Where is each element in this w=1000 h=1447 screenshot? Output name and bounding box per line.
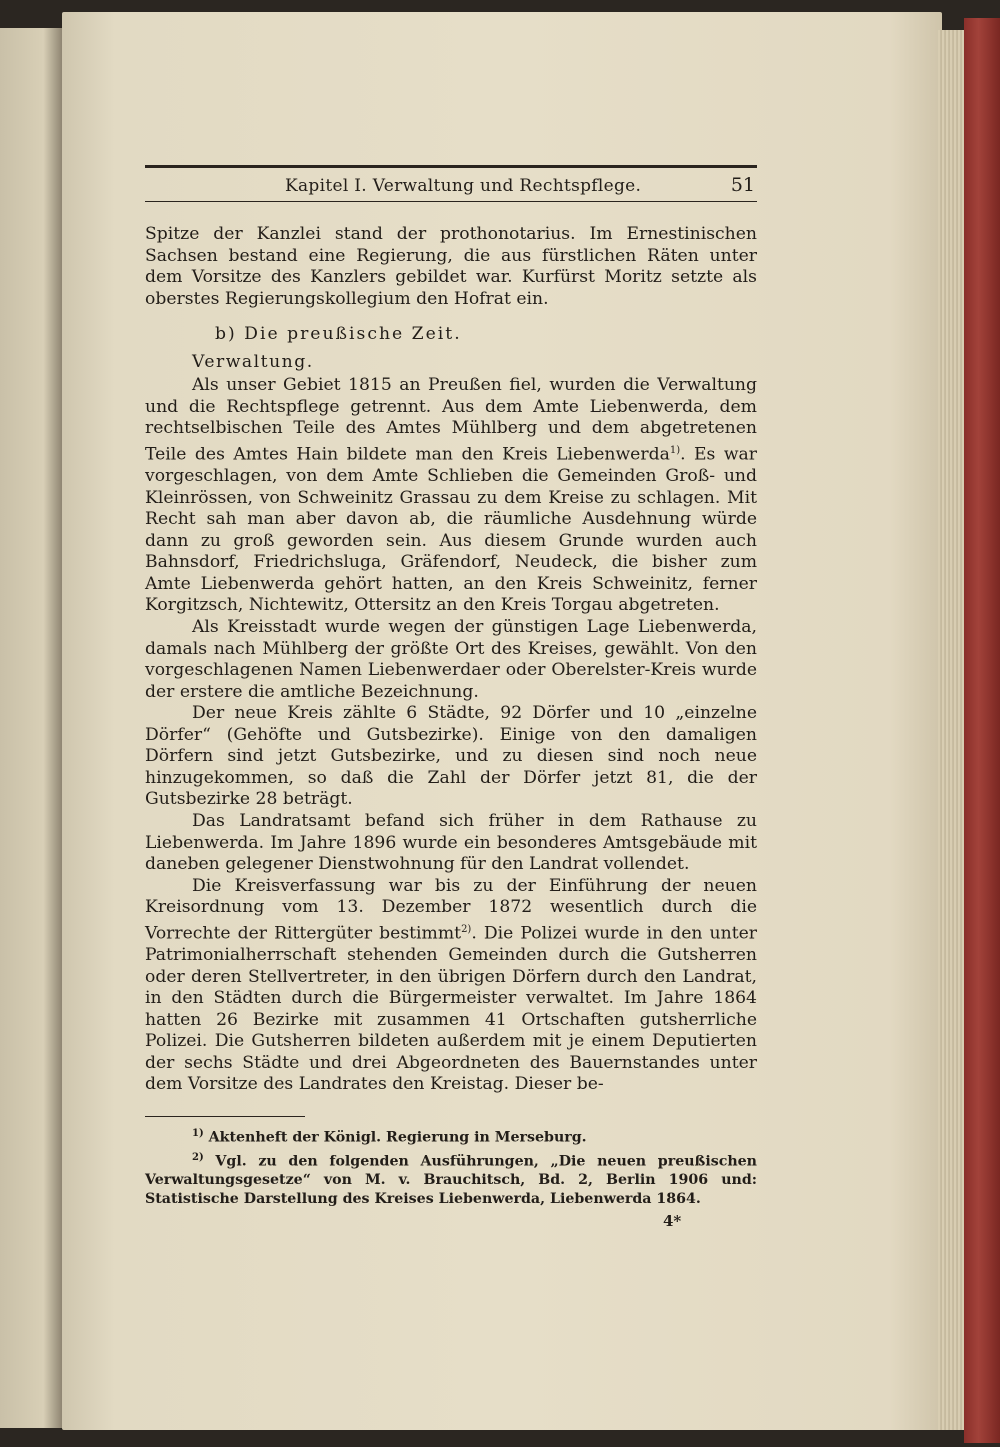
footnote-2-text: Vgl. zu den folgenden Ausführungen, „Die neuen preußischen Verwaltungsgesetze“ von M. v. Brauchitsch, Bd. 2, Berlin 1906 und: Statistische Darstellung des Kreises Liebenwerda, Liebenwerda 1864. bbox=[145, 1153, 757, 1208]
paragraph-1: Spitze der Kanzlei stand der prothonotarius. Im Ernestinischen Sachsen bestand eine Regierung, die aus fürstlichen Räten unter dem Vorsitze des Kanzlers gebildet war. Kurfürst Moritz setzte als oberstes Regierungskollegium den Hofrat ein. bbox=[145, 224, 757, 309]
main-text bbox=[145, 224, 757, 1096]
footnote-1-text: Aktenheft der Königl. Regierung in Merseburg. bbox=[203, 1129, 587, 1146]
signature-mark: 4* bbox=[663, 1212, 682, 1230]
running-header bbox=[145, 172, 757, 200]
section-heading: b) Die preußische Zeit. bbox=[215, 324, 462, 345]
paragraph-3: Als Kreisstadt wurde wegen der günstigen Lage Liebenwerda, damals nach Mühlberg der größte Ort des Kreises, gewählt. Von den vorgeschlagenen Namen Liebenwerdaer oder Oberelster-Kreis wurde der erstere die amtliche Bezeichnung. bbox=[145, 617, 757, 702]
header-rule-thick bbox=[145, 165, 757, 168]
footnote-2 bbox=[145, 1148, 757, 1210]
footnote-1-mark: 1) bbox=[192, 1128, 204, 1139]
book-cover-edge bbox=[964, 18, 1000, 1443]
footnote-ref-1: 1) bbox=[669, 444, 681, 456]
paragraph-5: Das Landratsamt befand sich früher in dem Rathause zu Liebenwerda. Im Jahre 1896 wurde ein besonderes Amtsgebäude mit daneben gelegener Dienstwohnung für den Landrat vollendet. bbox=[145, 810, 757, 875]
subsection-heading: Verwaltung. bbox=[192, 351, 314, 372]
paragraph-6-text: Die Kreisverfassung war bis zu der Einführung der neuen Kreisordnung vom 13. Dezember 1872 wesentlich durch die Vorrechte der Rittergüter bestimmt bbox=[145, 875, 757, 944]
footnote-1 bbox=[145, 1124, 757, 1148]
paragraph-4: Der neue Kreis zählte 6 Städte, 92 Dörfer und 10 „einzelne Dörfer“ (Gehöfte und Gutsbezirke). Einige von den damaligen Dörfern sind jetzt Gutsbezirke, und zu diesen sind noch neue hinzugekommen, so daß die Zahl der Dörfer jetzt 81, die der Gutsbezirke 28 beträgt. bbox=[145, 703, 757, 810]
paragraph-2-rest: . Es war vorgeschlagen, von dem Amte Schlieben die Gemeinden Groß- und Kleinrössen, von Schweinitz Grassau zu dem Kreise zu schlagen. Mit Recht sah man aber davon ab, die räumliche Ausdehnung würde dann zu groß geworden sein. Aus diesem Grunde wurden auch Bahnsdorf, Friedrichsluga, Gräfendorf, Neudeck, die bisher zum Amte Liebenwerda gehört hatten, an den Kreis Schweinitz, ferner Korgitzsch, Nichtewitz, Ottersitz an den Kreis Torgau abgetreten. bbox=[145, 444, 758, 616]
paragraph-2 bbox=[145, 375, 757, 617]
footnote-rule bbox=[145, 1116, 305, 1117]
footnote-2-mark: 2) bbox=[192, 1151, 204, 1163]
paragraph-6 bbox=[145, 876, 757, 1096]
footnote-ref-2: 2) bbox=[461, 923, 472, 935]
footnotes bbox=[145, 1124, 757, 1209]
left-page-edge bbox=[0, 28, 62, 1428]
paragraph-2-text: Als unser Gebiet 1815 an Preußen fiel, wurden die Verwaltung und die Rechtspflege getrennt. Aus dem Amte Liebenwerda, dem rechtselbischen Teile des Amtes Mühlberg und dem abgetretenen Teile des Amtes Hain bildete man den Kreis Liebenwerda bbox=[145, 375, 757, 465]
paragraph-6-rest: . Die Polizei wurde in den unter Patrimonialherrschaft stehenden Gemeinden durch die Gutsherren oder deren Stellvertreter, in den übrigen Dörfern durch den Landrat, in den Städten durch die Bürgermeister verwaltet. Im Jahre 1864 hatten 26 Bezirke mit zusammen 41 Ortschaften gutsherrliche Polizei. Die Gutsherren bildeten außerdem mit je einem Deputierten der sechs Städte und drei Abgeordneten des Bauernstandes unter dem Vorsitze des Landrates den Kreistag. Dieser be- bbox=[145, 923, 757, 1095]
page-number: 51 bbox=[730, 174, 755, 196]
header-rule-thin bbox=[145, 201, 757, 202]
chapter-title: Kapitel I. Verwaltung und Rechtspflege. bbox=[285, 176, 642, 196]
